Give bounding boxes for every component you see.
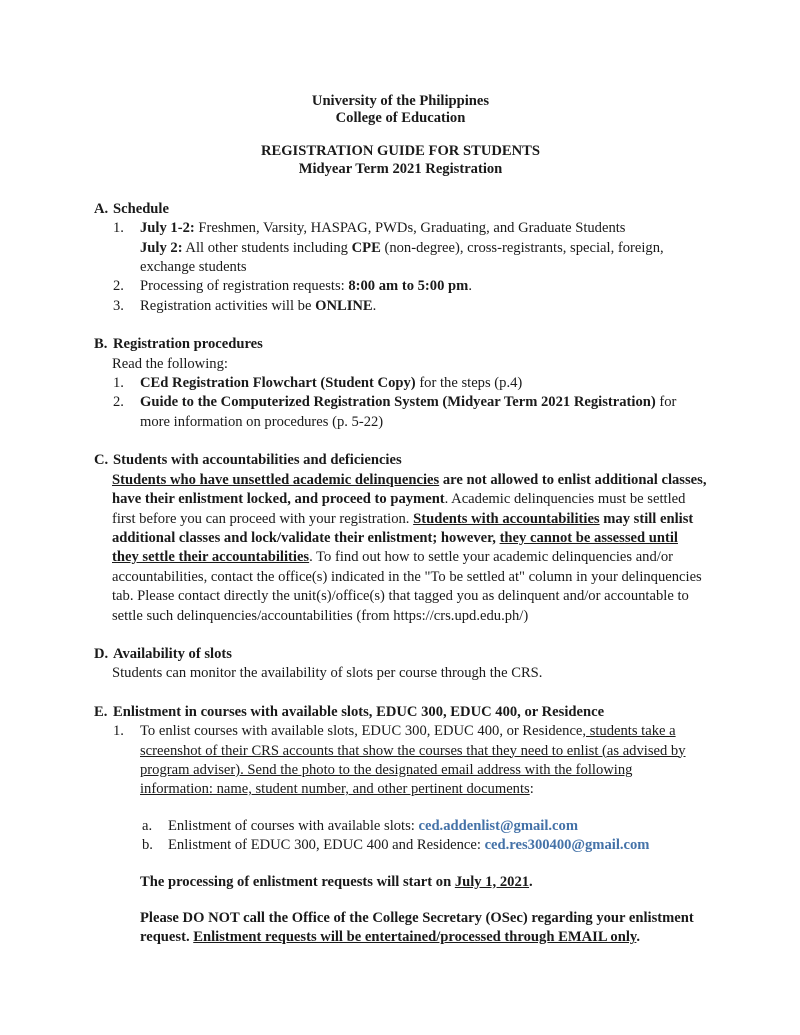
list-item-text: [140, 393, 707, 432]
section-heading: [94, 200, 707, 219]
list-item: [113, 219, 707, 277]
plain-text: . To find out how to settle your academic delinquencies and/or accountabilities, contact the office(s) indicated in the "To be settled at" column in your delinquencies tab. Please contact directly the unit(s)/office(s) that tagged you as delinquent and/or accountable to settle such delinquencies/accountabilities (from https://crs.upd.edu.ph/): [112, 549, 702, 624]
college-name: College of Education: [335, 110, 466, 127]
document-header: [94, 93, 707, 178]
bold-underlined-text: July 1, 2021: [454, 873, 530, 890]
email-list: [142, 817, 707, 856]
section-heading: [94, 335, 707, 354]
numbered-list: [94, 722, 707, 800]
list-item: [113, 393, 707, 432]
bold-text: CEd Registration Flowchart (Student Copy): [140, 375, 416, 392]
section-letter: C.: [94, 452, 109, 469]
university-name: University of the Philippines: [311, 93, 490, 109]
bold-text: The processing of enlistment requests will start on: [140, 873, 455, 890]
list-marker: 1.: [113, 375, 124, 392]
section-a: [94, 200, 707, 316]
plain-text: :: [529, 781, 534, 798]
section-subtitle: Read the following:: [112, 355, 228, 372]
list-item: [113, 374, 707, 393]
section-c: [94, 451, 707, 626]
plain-text: Enlistment of courses with available slots:: [168, 817, 419, 834]
title-spacer: [94, 127, 707, 143]
plain-text: for more information on procedures (p. 5-22): [140, 394, 677, 430]
notice-paragraph: [140, 909, 707, 948]
section-heading-text: Enlistment in courses with available slots, EDUC 300, EDUC 400, or Residence: [113, 703, 605, 720]
list-marker: b.: [142, 837, 153, 854]
plain-text: .: [372, 297, 377, 314]
plain-text: Registration activities will be: [140, 297, 316, 314]
spacer: [94, 800, 707, 817]
bold-underlined-text: they cannot be assessed until they settle their accountabilities: [112, 529, 678, 566]
list-item-text: [140, 277, 707, 296]
list-item: [113, 277, 707, 296]
plain-text: Students can monitor the availability of slots per course through the CRS.: [112, 665, 543, 682]
bold-text: July 1-2:: [140, 220, 195, 237]
bold-underlined-text: Enlistment requests will be entertained/processed through EMAIL only: [193, 929, 637, 946]
section-heading: [94, 645, 707, 664]
document-subtitle: Midyear Term 2021 Registration: [298, 160, 503, 177]
section-e: [94, 703, 707, 948]
bold-text: CPE: [351, 239, 381, 256]
email-list-item-text: [168, 836, 707, 855]
list-marker: 3.: [113, 297, 124, 314]
list-marker: a.: [142, 817, 153, 834]
bold-text: ONLINE: [315, 297, 373, 314]
bold-underlined-text: Students who have unsettled academic delinquencies: [112, 471, 440, 488]
bold-text: July 2:: [140, 239, 183, 256]
document-title: REGISTRATION GUIDE FOR STUDENTS: [260, 143, 541, 160]
numbered-list: [94, 219, 707, 316]
list-item-text: [140, 722, 707, 800]
section-letter: B.: [94, 336, 108, 353]
plain-text: .: [468, 278, 472, 295]
numbered-list: [94, 374, 707, 432]
bold-text: .: [529, 873, 533, 890]
bold-text: .: [636, 929, 641, 946]
plain-text: for the steps (p.4): [415, 375, 523, 392]
list-marker: 1.: [113, 723, 124, 740]
email-list-item: [142, 817, 707, 836]
list-item-text: [140, 374, 707, 393]
section-body: [112, 664, 707, 683]
bold-underlined-text: Students with accountabilities: [413, 510, 600, 527]
list-marker: 2.: [113, 394, 124, 411]
document-sections: [94, 200, 707, 948]
email-list-item: [142, 836, 707, 855]
section-letter: D.: [94, 645, 109, 662]
spacer: [94, 856, 707, 873]
list-item: [113, 722, 707, 800]
section-letter: A.: [94, 200, 109, 217]
email-link[interactable]: ced.addenlist@gmail.com: [418, 817, 578, 834]
notice-paragraph: [140, 873, 707, 892]
underlined-text: students take a screenshot of their CRS accounts that show the courses that they need to enlist (as advised by program adviser). Send the photo to the designated email address with the following information: name, student number, and other pertinent documents: [140, 723, 686, 798]
email-link[interactable]: ced.res300400@gmail.com: [484, 837, 650, 854]
bold-text: Please DO NOT call the Office of the College Secretary (OSec) regarding your enlistment request.: [140, 910, 694, 946]
email-list-item-text: [168, 817, 707, 836]
list-item-text: [140, 297, 707, 316]
section-heading-text: Students with accountabilities and deficiencies: [113, 452, 402, 469]
section-heading: [94, 451, 707, 470]
plain-text: Freshmen, Varsity, HASPAG, PWDs, Graduating, and Graduate Students: [194, 220, 626, 237]
section-heading-text: Schedule: [113, 200, 169, 217]
list-item: [113, 297, 707, 316]
section-b: [94, 335, 707, 432]
section-heading-text: Availability of slots: [113, 645, 232, 662]
spacer: [94, 892, 707, 909]
plain-text: . Academic delinquencies must be settled first before you can proceed with your registration.: [112, 491, 686, 527]
section-heading-text: Registration procedures: [113, 336, 263, 353]
plain-text: Processing of registration requests:: [140, 278, 349, 295]
plain-text: (non-degree), cross-registrants, special, foreign, exchange students: [140, 239, 664, 276]
plain-text: Enlistment of EDUC 300, EDUC 400 and Residence:: [168, 837, 485, 854]
list-marker: 1.: [113, 220, 124, 237]
plain-text: All other students including: [182, 239, 352, 256]
bold-text: Guide to the Computerized Registration System (Midyear Term 2021 Registration): [140, 394, 656, 411]
bold-text: 8:00 am to 5:00 pm: [348, 278, 469, 295]
list-item-text: [140, 219, 707, 277]
bold-text: are not allowed to enlist additional classes, have their enlistment locked, and proceed to payment: [112, 471, 707, 508]
section-d: [94, 645, 707, 684]
bold-text: may still enlist additional classes and lock/validate their enlistment; however,: [112, 510, 694, 546]
list-marker: 2.: [113, 278, 124, 295]
section-heading: [94, 703, 707, 722]
plain-text: To enlist courses with available slots, EDUC 300, EDUC 400, or Residence,: [140, 723, 587, 740]
section-letter: E.: [94, 703, 108, 720]
section-body: [112, 471, 707, 626]
